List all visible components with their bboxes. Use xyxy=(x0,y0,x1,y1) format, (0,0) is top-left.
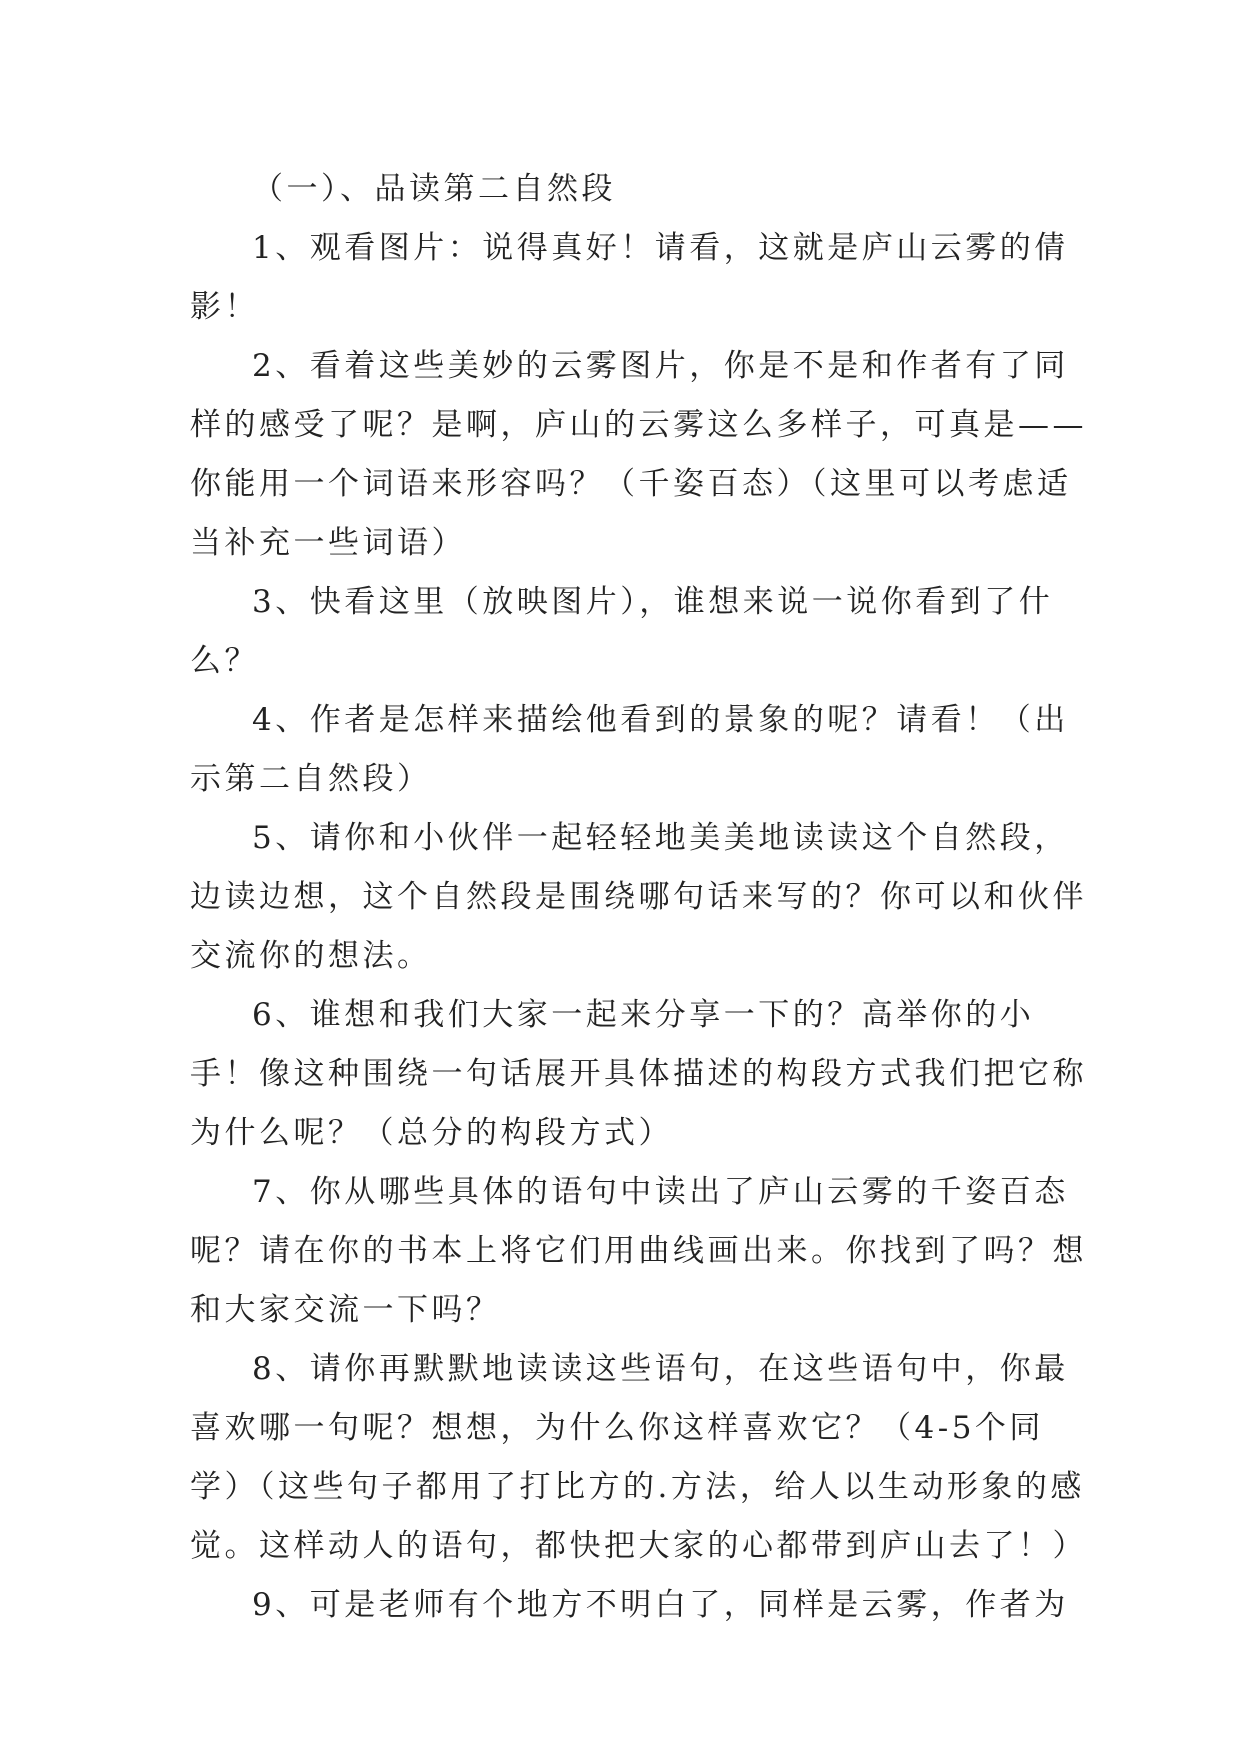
paragraph-3: 3、快看这里（放映图片），谁想来说一说你看到了什么？ xyxy=(190,584,1054,679)
paragraph-4: 4、作者是怎样来描绘他看到的景象的呢？请看！（出示第二自然段） xyxy=(190,702,1069,797)
paragraph-5: 5、请你和小伙伴一起轻轻地美美地读读这个自然段，边读边想，这个自然段是围绕哪句话来写的？你可以和伙伴交流你的想法。 xyxy=(190,820,1087,974)
paragraph-9: 9、可是老师有个地方不明白了，同样是云雾，作者为 xyxy=(252,1587,1069,1623)
paragraph-8: 8、请你再默默地读读这些语句，在这些语句中，你最喜欢哪一句呢？想想，为什么你这样喜欢它？（4-5个同学）（这些句子都用了打比方的.方法，给人以生动形象的感觉。这样动人的语句，都快把大家的心都带到庐山去了！） xyxy=(190,1351,1087,1564)
section-heading: （一）、品读第二自然段 xyxy=(252,171,616,207)
paragraph-7: 7、你从哪些具体的语句中读出了庐山云雾的千姿百态呢？请在你的书本上将它们用曲线画出来。你找到了吗？想和大家交流一下吗？ xyxy=(190,1174,1087,1328)
paragraph-2: 2、看着这些美妙的云雾图片，你是不是和作者有了同样的感受了呢？是啊，庐山的云雾这么多样子，可真是——你能用一个词语来形容吗？（千姿百态）（这里可以考虑适当补充一些词语） xyxy=(190,348,1087,561)
paragraph-6: 6、谁想和我们大家一起来分享一下的？高举你的小手！像这种围绕一句话展开具体描述的构段方式我们把它称为什么呢？（总分的构段方式） xyxy=(190,997,1087,1151)
paragraph-1: 1、观看图片：说得真好！请看，这就是庐山云雾的倩影！ xyxy=(190,230,1069,325)
document-body xyxy=(190,160,1090,1635)
